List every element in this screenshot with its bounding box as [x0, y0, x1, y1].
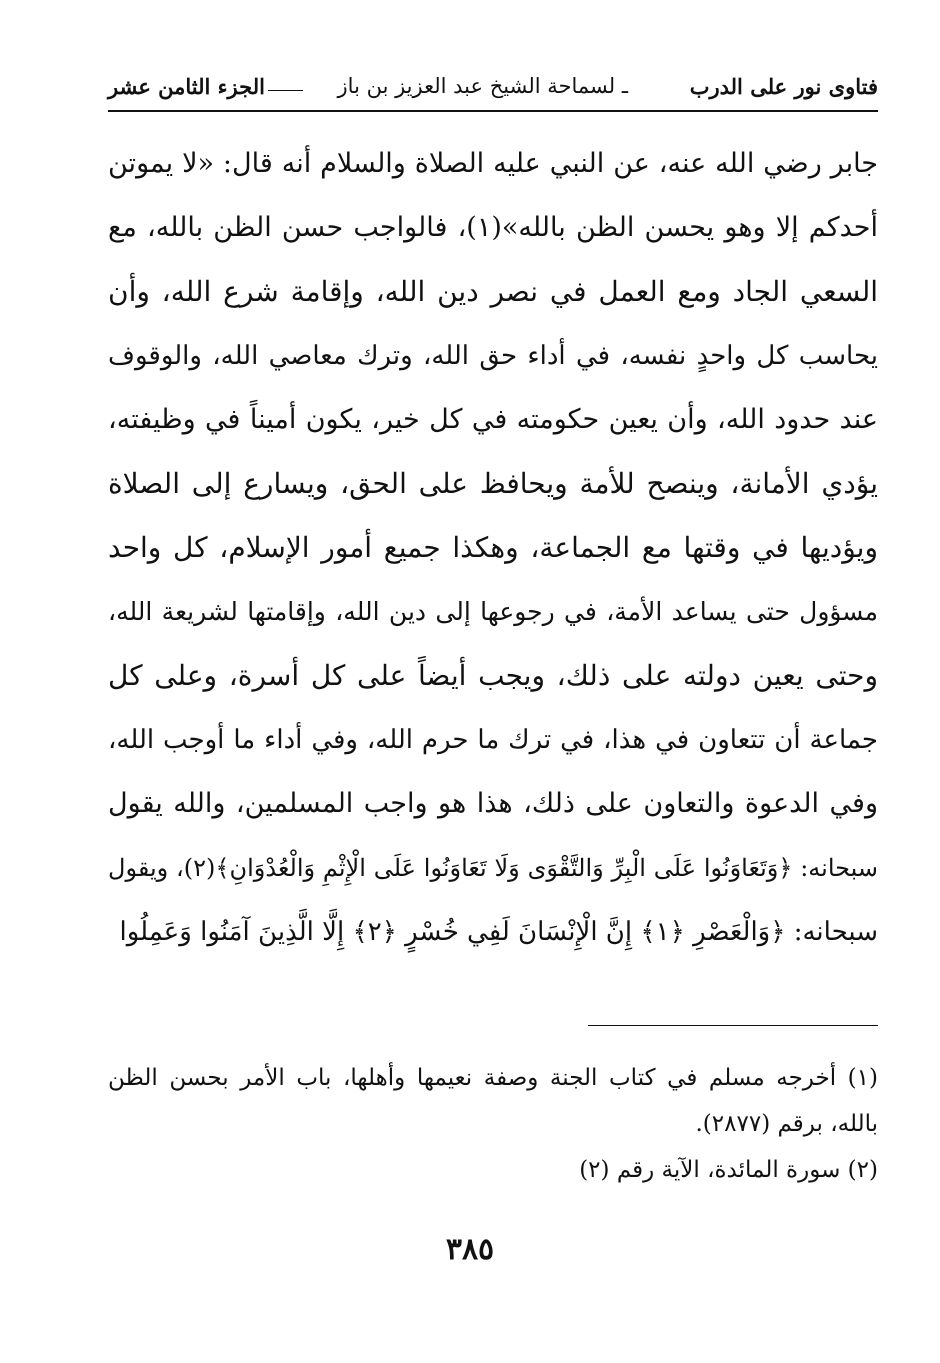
footnotes — [108, 1055, 878, 1193]
header-dash-line — [268, 90, 303, 91]
body-line: جابر رضي الله عنه، عن النبي عليه الصلاة والسلام أنه قال: «لا يموتن — [108, 148, 878, 179]
fatwa-body-text — [108, 140, 878, 972]
body-line: أحدكم إلا وهو يحسن الظن بالله»(١)، فالواجب حسن الظن بالله، مع — [108, 212, 878, 243]
body-line: ويؤديها في وقتها مع الجماعة، وهكذا جميع أمور الإسلام، كل واحد — [108, 531, 878, 564]
body-line: جماعة أن تتعاون في هذا، في ترك ما حرم الله، وفي أداء ما أوجب الله، — [108, 725, 878, 755]
body-line: وحتى يعين دولته على ذلك، ويجب أيضاً على كل أسرة، وعلى كل — [108, 659, 878, 692]
body-line: عند حدود الله، وأن يعين حكومته في كل خير، يكون أميناً في وظيفته، — [108, 404, 878, 435]
footnote-separator — [588, 1025, 878, 1026]
running-header — [108, 70, 878, 112]
footnote-1: (١) أخرجه مسلم في كتاب الجنة وصفة نعيمها وأهلها، باب الأمر بحسن الظن بالله، برقم (٢٨٧٧). — [108, 1065, 878, 1137]
body-line: يؤدي الأمانة، وينصح للأمة ويحافظ على الحق، ويسارع إلى الصلاة — [108, 467, 878, 500]
page-number: ٣٨٥ — [445, 1232, 495, 1267]
quran-verse-line: سبحانه: ﴿وَتَعَاوَنُوا عَلَى الْبِرِّ وَالتَّقْوَى وَلَا تَعَاوَنُوا عَلَى الْإِثْمِ وَالْعُدْوَانِ﴾(٢)، ويقول — [108, 854, 878, 882]
body-line: وفي الدعوة والتعاون على ذلك، هذا هو واجب المسلمين، والله يقول — [108, 788, 878, 819]
body-line: يحاسب كل واحدٍ نفسه، في أداء حق الله، وترك معاصي الله، والوقوف — [108, 341, 878, 371]
quran-verse-line: سبحانه: ﴿وَالْعَصْرِ ﴿١﴾ إِنَّ الْإِنْسَانَ لَفِي خُسْرٍ ﴿٢﴾ إِلَّا الَّذِينَ آمَنُوا وَعَمِلُوا — [119, 917, 878, 947]
body-line: مسؤول حتى يساعد الأمة، في رجوعها إلى دين الله، وإقامتها لشريعة الله، — [108, 597, 878, 626]
volume-label: الجزء الثامن عشر — [108, 74, 265, 99]
series-title: فتاوى نور على الدرب — [689, 74, 878, 99]
body-line: السعي الجاد ومع العمل في نصر دين الله، وإقامة شرع الله، وأن — [108, 275, 878, 308]
footnote-2: (٢) سورة المائدة، الآية رقم (٢) — [579, 1157, 878, 1183]
author-name: ـ لسماحة الشيخ عبد العزيز بن باز — [337, 74, 628, 98]
